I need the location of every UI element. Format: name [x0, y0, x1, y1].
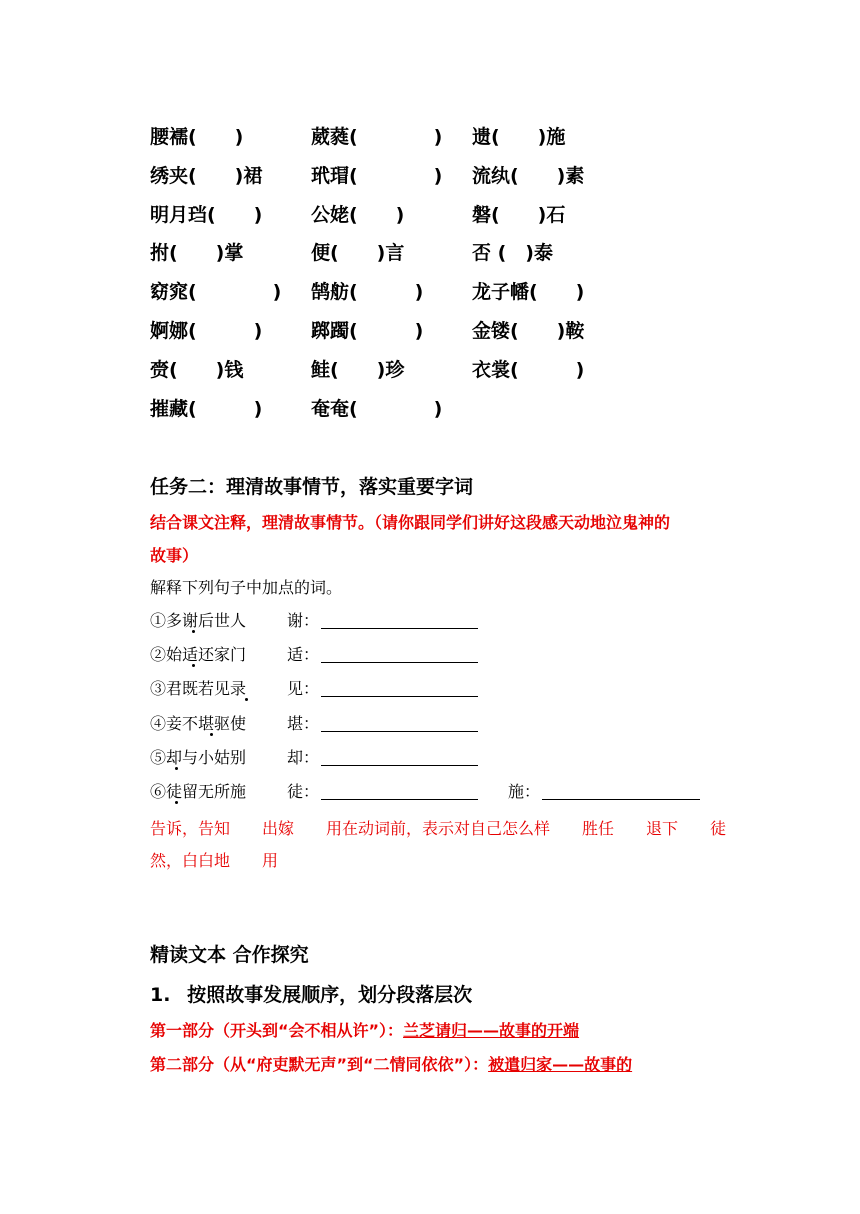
question-text: 按照故事发展顺序，划分段落层次 — [187, 984, 473, 1006]
answer-blank[interactable] — [321, 749, 478, 766]
part-1-prefix: 第一部分（开头到“会不相从许”）： — [150, 1021, 404, 1040]
part-2-answer: 被遣归家——故事的 — [488, 1055, 633, 1074]
sentence: ②始适还家门 — [150, 645, 247, 665]
sentence: ①多谢后世人 — [150, 611, 247, 630]
answer-blank[interactable] — [321, 680, 478, 697]
pinyin-item: 绣夹( )裙 — [150, 164, 263, 187]
emphasis-dot — [175, 767, 178, 770]
pinyin-item: 磐( )石 — [472, 203, 566, 226]
pinyin-item: 公姥( ) — [311, 203, 405, 226]
emphasis-dot — [192, 664, 195, 667]
pinyin-item: 便( )言 — [311, 242, 405, 265]
pinyin-item: 鲑( )珍 — [311, 358, 405, 381]
pinyin-item: 摧藏( ) — [150, 397, 263, 420]
task2-red-instruction-line1: 结合课文注释，理清故事情节。（请你跟同学们讲好这段感天动地泣鬼神的 — [150, 513, 671, 532]
task2-instruction: 解释下列句子中加点的词。 — [150, 578, 343, 597]
answer-blank[interactable] — [321, 783, 478, 800]
sentence: ⑤却与小姑别 — [150, 747, 247, 767]
task2-red-instruction-line2: 故事） — [150, 546, 199, 565]
pinyin-item: 赍( )钱 — [150, 358, 244, 381]
word-label: 却： — [287, 747, 320, 767]
pinyin-item: 明月珰( ) — [150, 203, 263, 226]
pinyin-item: 腰襦( ) — [150, 126, 244, 148]
pinyin-item: 窈窕( ) — [150, 281, 282, 304]
answer-blank[interactable] — [321, 612, 478, 629]
pinyin-item: 奄奄( ) — [311, 397, 443, 420]
pinyin-item: 遗( )施 — [472, 126, 566, 148]
emphasis-dot — [175, 801, 178, 804]
pinyin-item: 否 ( )泰 — [472, 242, 553, 265]
word-label: 施： — [508, 782, 541, 801]
word-label: 见： — [287, 679, 320, 699]
part-2-prefix: 第二部分（从“府吏默无声”到“二情同依依”）： — [150, 1055, 489, 1074]
emphasis-dot — [210, 733, 213, 736]
section-heading: 精读文本 合作探究 — [150, 944, 309, 966]
sentence: ③君既若见录 — [150, 679, 247, 699]
answer-blank[interactable] — [321, 646, 478, 663]
pinyin-item: 鹄舫( ) — [311, 281, 424, 304]
pinyin-item: 龙子幡( ) — [472, 281, 585, 304]
sentence: ⑥徒留无所施 — [150, 782, 247, 801]
word-label: 堪： — [287, 713, 320, 733]
pinyin-item: 葳蕤( ) — [311, 126, 443, 148]
sentence: ④妾不堪驱使 — [150, 713, 247, 733]
pinyin-item: 踯躅( ) — [311, 320, 424, 342]
answer-blank[interactable] — [321, 715, 478, 732]
pinyin-item: 拊( )掌 — [150, 242, 244, 265]
question-1 — [150, 980, 472, 1007]
pinyin-item: 流纨( )素 — [472, 164, 585, 187]
pinyin-item: 金镂( )鞍 — [472, 320, 585, 342]
part-1-answer: 兰芝请归——故事的开端 — [403, 1021, 580, 1040]
answer-blank[interactable] — [542, 783, 700, 800]
emphasis-dot — [192, 630, 195, 633]
task2-heading: 任务二：理清故事情节，落实重要字词 — [150, 476, 474, 498]
word-label: 适： — [287, 645, 320, 665]
pinyin-item: 婀娜( ) — [150, 320, 263, 342]
answer-line-1: 告诉，告知 出嫁 用在动词前，表示对自己怎么样 胜任 退下 徒 — [150, 819, 727, 838]
part-1 — [150, 1018, 579, 1041]
question-number: 1. — [150, 984, 171, 1006]
pinyin-item: 玳瑁( ) — [311, 164, 443, 187]
word-label: 谢： — [287, 611, 320, 630]
emphasis-dot — [245, 698, 248, 701]
part-2 — [150, 1052, 632, 1075]
pinyin-item: 衣裳( ) — [472, 358, 585, 381]
answer-line-2: 然，白白地 用 — [150, 851, 279, 870]
word-label: 徒： — [287, 782, 320, 801]
